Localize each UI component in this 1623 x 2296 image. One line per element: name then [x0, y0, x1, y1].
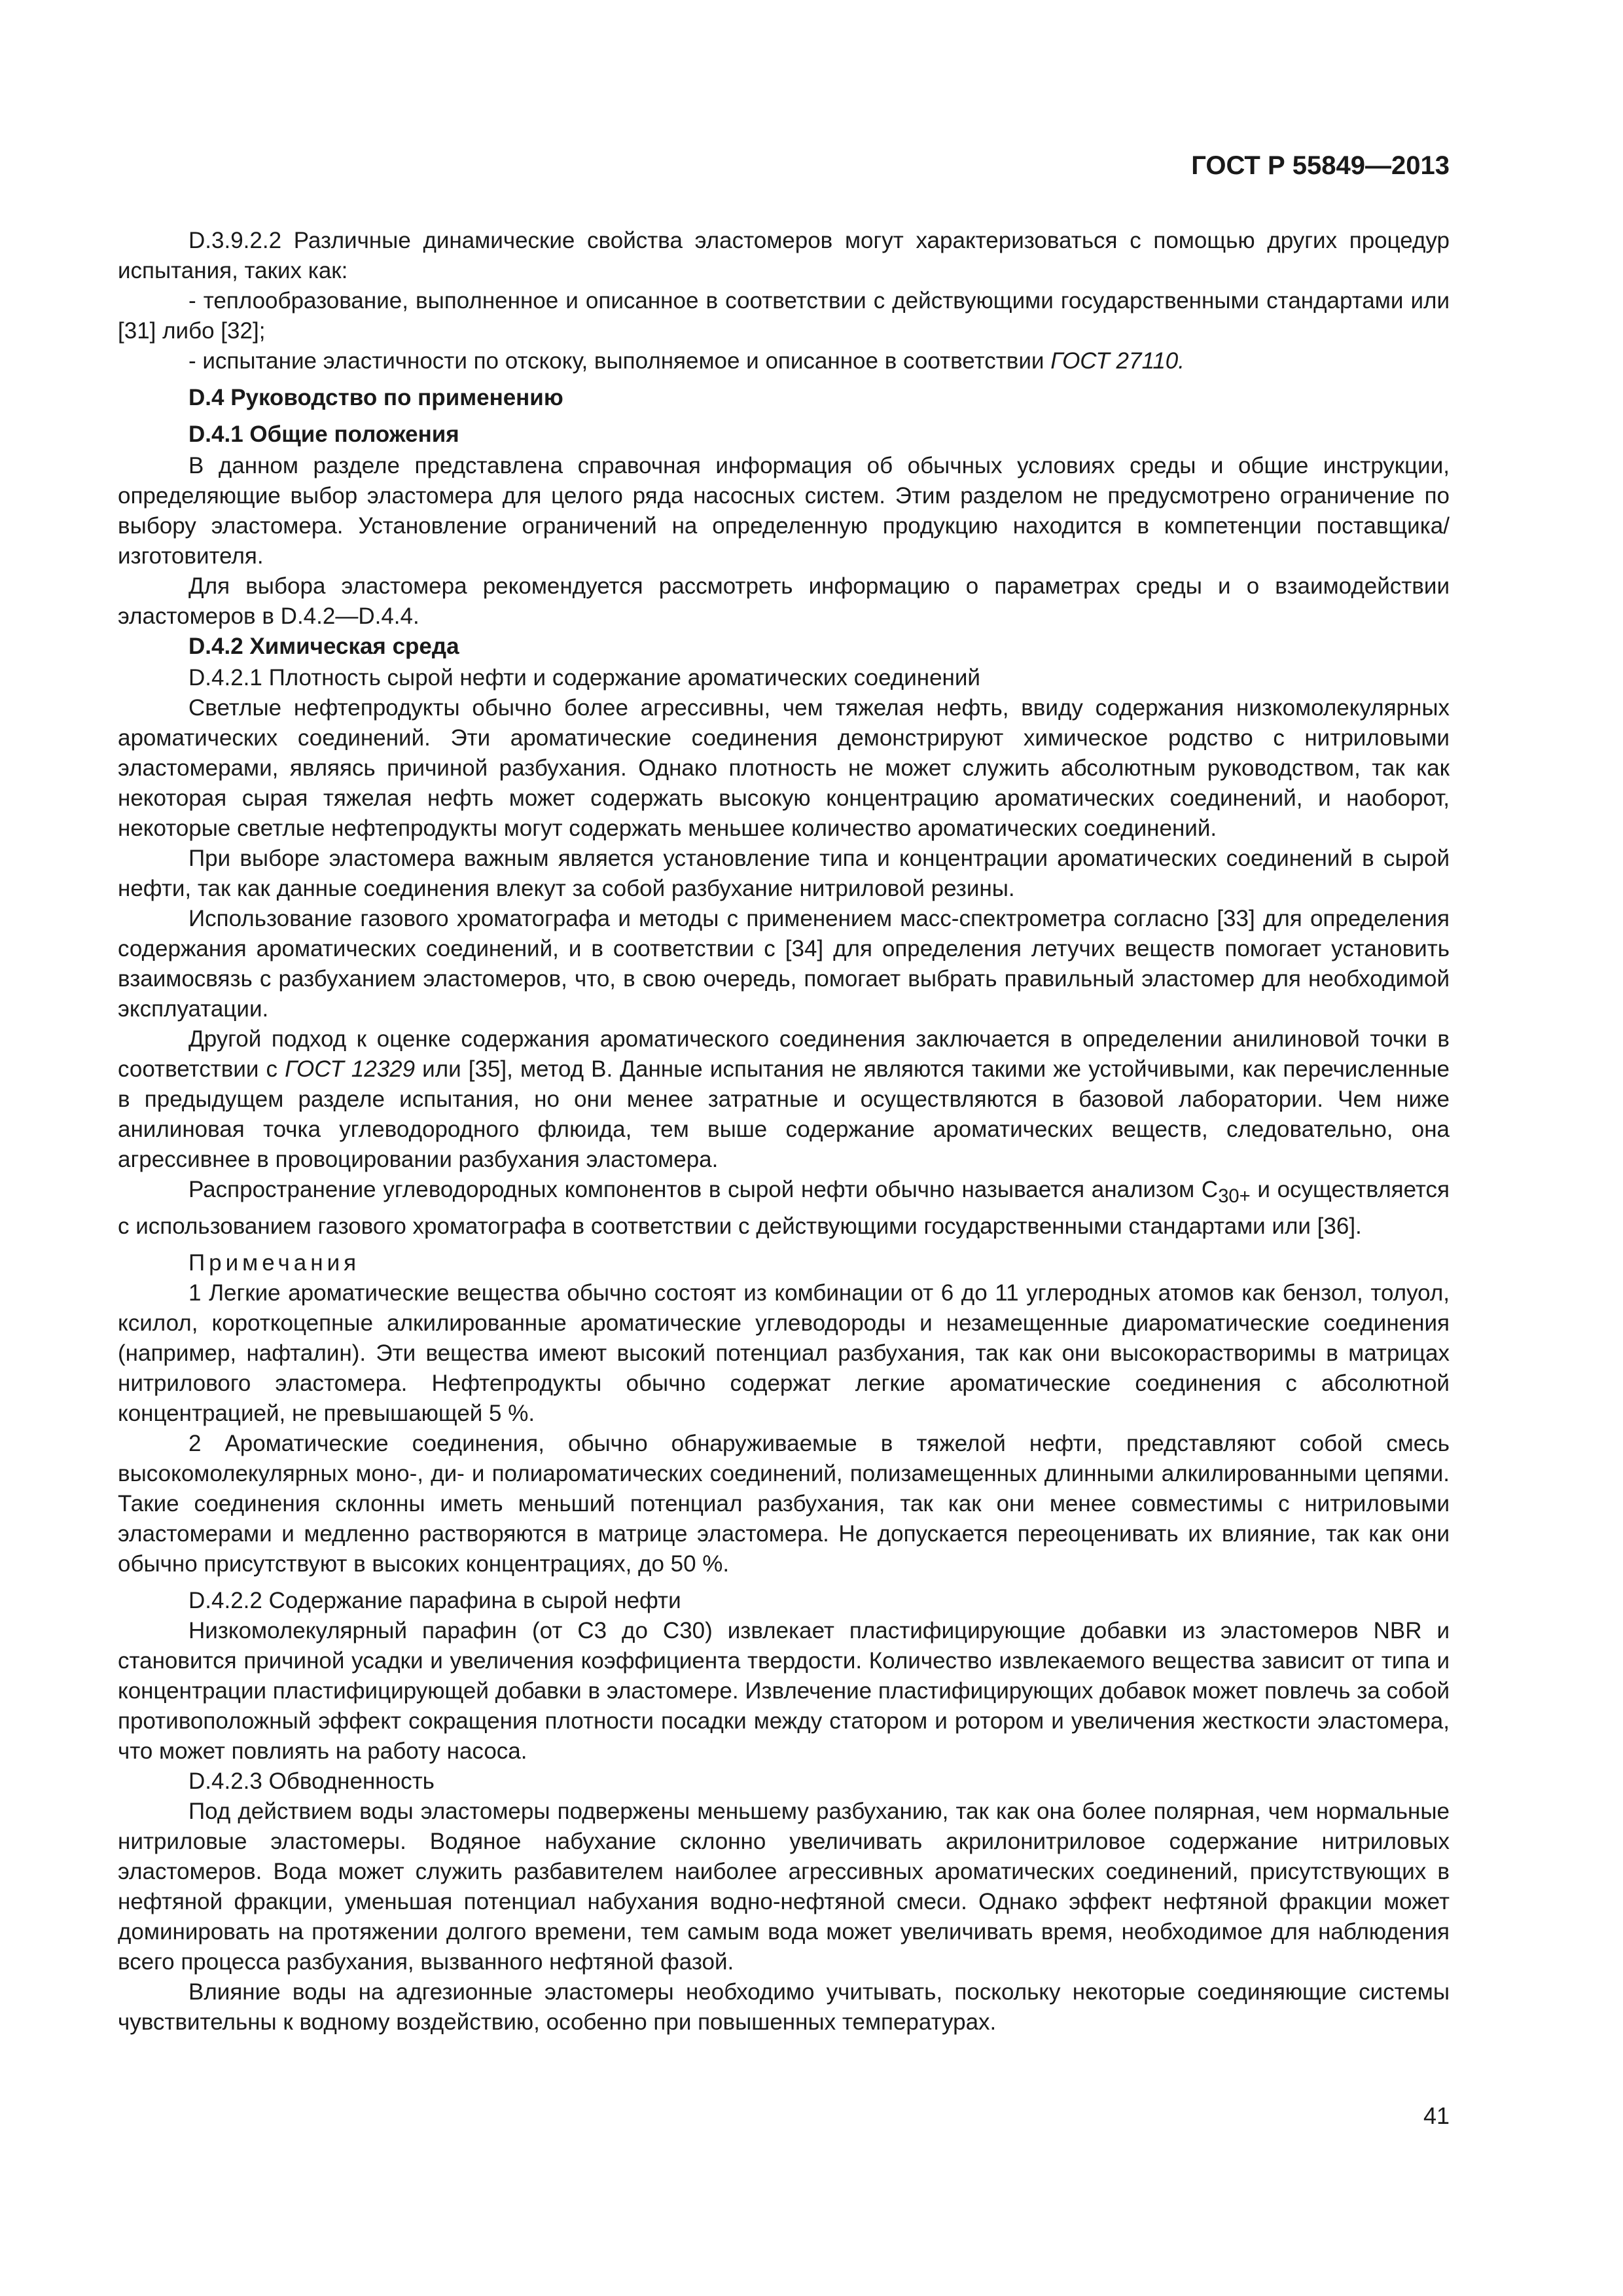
paragraph-d423-2: Влияние воды на адгезионные эластомеры необходимо учитывать, поскольку некоторые соединяющие системы чувствительны к водному воздействию, особенно при повышенных температурах.: [118, 1979, 1450, 2035]
standard-ref-12329: ГОСТ 12329: [285, 1056, 416, 1082]
note-2: 2 Ароматические соединения, обычно обнаруживаемые в тяжелой нефти, представляют собой смесь высокомолекулярных моно-, ди- и полиароматических соединений, полизамещенных длинными алкилированными цепями. Такие соединения склонны иметь меньший потенциал разбухания, так как они менее совместимы с нитриловыми эластомерами и медленно растворяются в матрице эластомера. Не допускается переоценивать их влияние, так как они обычно присутствуют в высоких концентрациях, до 50 %.: [118, 1431, 1450, 1577]
paragraph-d3922: D.3.9.2.2 Различные динамические свойства эластомеров могут характеризоваться с помощью других процедур испытания, таких как:: [118, 228, 1450, 283]
c30-subscript: 30+: [1218, 1186, 1251, 1207]
paragraph-d421-1: Светлые нефтепродукты обычно более агрессивны, чем тяжелая нефть, ввиду содержания низкомолекулярных ароматических соединений. Эти ароматические соединения демонстрируют химическое родство с нитриловыми эластомерами, являясь причиной разбухания. Однако плотность не может служить абсолютным руководством, так как некоторая сырая тяжелая нефть может содержать высокую концентрацию ароматических соединений, и наоборот, некоторые светлые нефтепродукты могут содержать меньшее количество ароматических соединений.: [118, 695, 1450, 841]
list-item-heat: - теплообразование, выполненное и описанное в соответствии с действующими государственными стандартами или [31] либо [32];: [118, 288, 1450, 344]
paragraph-d422: Низкомолекулярный парафин (от С3 до С30) извлекает пластифицирующие добавки из эластомеров NBR и становится причиной усадки и увеличения коэффициента твердости. Количество извлекаемого вещества зависит от типа и концентрации пластифицирующей добавки в эластомере. Извлечение пластифицирующих добавок может повлечь за собой противоположный эффект сокращения плотности посадки между статором и ротором и увеличения жесткости эластомера, что может повлиять на работу насоса.: [118, 1618, 1450, 1764]
paragraph-d423-1: Под действием воды эластомеры подвержены меньшему разбуханию, так как она более полярная, чем нормальные нитриловые эластомеры. Водяное набухание склонно увеличивать акрилонитриловое содержание нитриловых эластомеров. Вода может служить разбавителем наиболее агрессивных ароматических соединений, присутствующих в нефтяной фракции, уменьшая потенциал набухания водно-нефтяной смеси. Однако эффект нефтяной фракции может доминировать на протяжении долгого времени, тем самым вода может увеличивать время, необходимое для наблюдения всего процесса разбухания, вызванного нефтяной фазой.: [118, 1799, 1450, 1975]
standard-ref-27110: ГОСТ 27110.: [1050, 348, 1185, 374]
paragraph-d421-3: Использование газового хроматографа и методы с применением масс-спектрометра согласно [33] для определения содержания ароматических соединений, и в соответствии с [34] для определения летучих веществ помогает установить взаимосвязь с разбуханием эластомеров, что, в свою очередь, помогает выбрать правильный эластомер для необходимой эксплуатации.: [118, 906, 1450, 1022]
aniline-text-a: Другой подход к оценке содержания ароматического соединения заключается в определении анилиновой точки в соответствии с: [118, 1026, 1450, 1082]
page-number: 41: [1423, 2102, 1450, 2129]
document-header: ГОСТ Р 55849—2013: [1191, 151, 1450, 180]
c30-text-a: Распространение углеводородных компонентов в сырой нефти обычно называется анализом С: [188, 1177, 1219, 1202]
section-title-d4: D.4 Руководство по применению: [188, 385, 563, 410]
section-title-d423: D.4.2.3 Обводненность: [188, 1768, 435, 1794]
paragraph-d421-4: [118, 1024, 1450, 1175]
paragraph-d421-2: При выборе эластомера важным является установление типа и концентрации ароматических соединений в сырой нефти, так как данные соединения влекут за собой разбухание нитриловой резины.: [118, 846, 1450, 901]
c30-text-b: и осуществляется с использованием газового хроматографа в соответствии с действующими государственными стандартами или [36].: [118, 1177, 1450, 1239]
notes-label: Примечания: [188, 1250, 361, 1276]
note-1: 1 Легкие ароматические вещества обычно состоят из комбинации от 6 до 11 углеродных атомов как бензол, толуол, ксилол, короткоцепные алкилированные ароматические углеводороды и незамещенные диароматические соединения (например, нафталин). Эти вещества имеют высокий потенциал разбухания, так как они высокорастворимы в матрицах нитрилового эластомера. Нефтепродукты обычно содержат легкие ароматические соединения с абсолютной концентрацией, не превышающей 5 %.: [118, 1280, 1450, 1426]
section-title-d422: D.4.2.2 Содержание парафина в сырой нефти: [188, 1588, 681, 1613]
list-item-rebound: [118, 346, 1450, 376]
section-title-d42: D.4.2 Химическая среда: [188, 634, 459, 659]
aniline-text-b: или [35], метод В. Данные испытания не являются такими же устойчивыми, как перечисленные в предыдущем разделе испытания, но они менее затратные и осуществляются в базовой лаборатории. Чем ниже анилиновая точка углеводородного флюида, тем выше содержание ароматических веществ, следовательно, она агрессивнее в провоцировании разбухания эластомера.: [118, 1056, 1450, 1172]
paragraph-d41-2: Для выбора эластомера рекомендуется рассмотреть информацию о параметрах среды и о взаимодействии эластомеров в D.4.2—D.4.4.: [118, 573, 1450, 629]
rebound-text: - испытание эластичности по отскоку, выполняемое и описанное в соответствии: [188, 348, 1051, 374]
paragraph-d421-5: [118, 1175, 1450, 1242]
section-title-d421: D.4.2.1 Плотность сырой нефти и содержание ароматических соединений: [188, 665, 980, 691]
paragraph-d41-1: В данном разделе представлена справочная информация об обычных условиях среды и общие инструкции, определяющие выбор эластомера для целого ряда насосных систем. Этим разделом не предусмотрено ограничение по выбору эластомера. Установление ограничений на определенную продукцию находится в компетенции поставщика/изготовителя.: [118, 453, 1450, 569]
section-title-d41: D.4.1 Общие положения: [188, 422, 459, 447]
document-body: [118, 226, 1450, 2037]
